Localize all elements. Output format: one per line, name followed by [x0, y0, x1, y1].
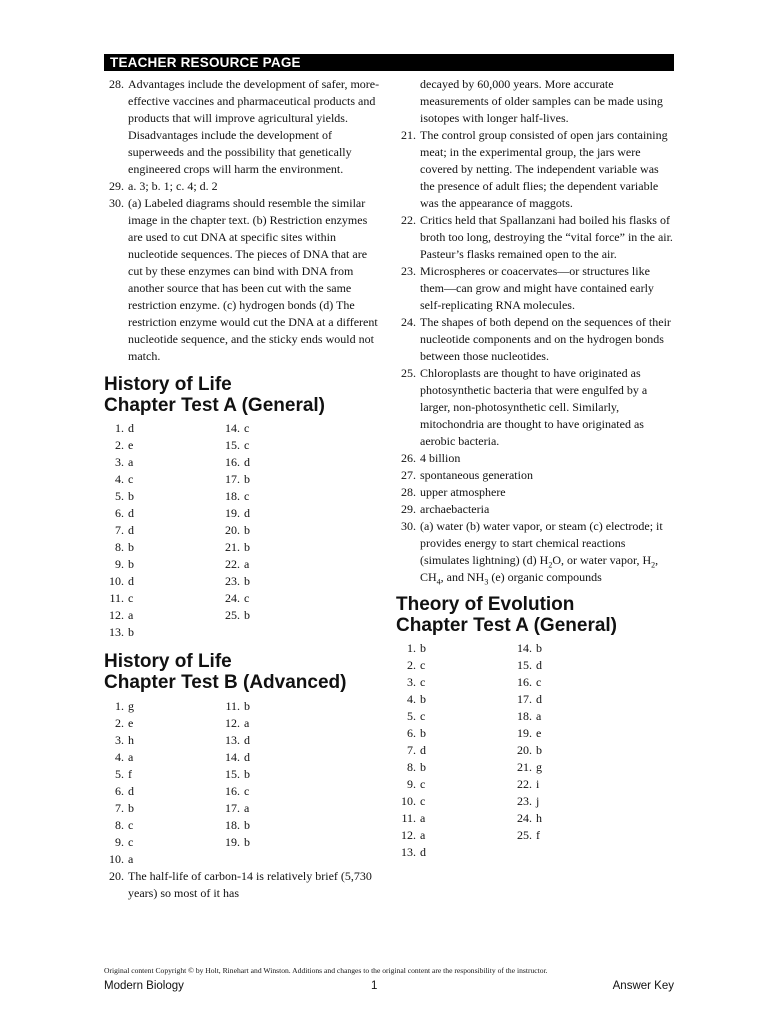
answer-letter: a — [244, 557, 250, 571]
section-title-history-test-a — [104, 374, 384, 416]
question-number: 6. — [115, 784, 124, 798]
answer-item — [396, 450, 676, 467]
answer-row — [220, 817, 340, 834]
question-number: 9. — [115, 557, 124, 571]
question-number: 14. — [225, 421, 240, 435]
answer-row — [220, 783, 340, 800]
answer-letter: i — [536, 777, 540, 791]
answer-letter: b — [128, 625, 134, 639]
answer-letter: a — [128, 852, 134, 866]
answer-row — [220, 698, 340, 715]
question-number: 7. — [115, 801, 124, 815]
question-number: 15. — [225, 438, 240, 452]
question-number: 9. — [115, 835, 124, 849]
answer-letter: a — [244, 801, 250, 815]
answer-letter: a — [420, 828, 426, 842]
answer-letter: c — [128, 835, 134, 849]
item-number: 23. — [401, 264, 416, 278]
question-number: 24. — [225, 591, 240, 605]
answer-row — [104, 732, 220, 749]
answer-letter: d — [420, 845, 426, 859]
answer-letter: c — [244, 438, 250, 452]
answer-letter: b — [536, 743, 542, 757]
left-column — [104, 76, 384, 902]
question-number: 8. — [115, 818, 124, 832]
answer-letter: b — [244, 699, 250, 713]
text-part: O, or water vapor, H — [552, 553, 652, 567]
item-number: 21. — [401, 128, 416, 142]
answer-grid-evolution — [396, 640, 676, 861]
title-line-1: Theory of Evolution — [396, 594, 575, 615]
question-number: 24. — [517, 811, 532, 825]
right-items-list — [396, 76, 676, 518]
answer-item — [104, 178, 384, 195]
question-number: 10. — [109, 574, 124, 588]
question-number: 13. — [401, 845, 416, 859]
subscript: 2 — [651, 560, 656, 570]
answer-item — [396, 263, 676, 314]
answer-row — [104, 437, 220, 454]
answer-letter: d — [128, 506, 134, 520]
question-number: 20. — [517, 743, 532, 757]
question-number: 18. — [517, 709, 532, 723]
question-number: 2. — [407, 658, 416, 672]
question-number: 1. — [407, 641, 416, 655]
answer-column-1 — [104, 420, 220, 641]
answer-item — [396, 212, 676, 263]
answer-row — [220, 715, 340, 732]
answer-letter: f — [128, 767, 132, 781]
item-text: a. 3; b. 1; c. 4; d. 2 — [128, 179, 218, 193]
answer-row — [396, 657, 512, 674]
answer-item — [396, 127, 676, 212]
answer-letter: c — [420, 794, 426, 808]
answer-row — [104, 522, 220, 539]
answer-row — [104, 800, 220, 817]
answer-letter: d — [244, 750, 250, 764]
item-text: The shapes of both depend on the sequences of their nucleotide components and on the hydrogen bonds between those nucleotides. — [420, 315, 671, 363]
answer-row — [104, 766, 220, 783]
title-line-1: History of Life — [104, 651, 232, 672]
answer-row — [396, 691, 512, 708]
answer-letter: b — [420, 641, 426, 655]
answer-letter: d — [244, 506, 250, 520]
question-number: 11. — [225, 699, 240, 713]
answer-letter: c — [420, 658, 426, 672]
question-number: 10. — [401, 794, 416, 808]
item-text: Chloroplasts are thought to have originated as photosynthetic bacteria that were engulfed by a larger, non-photosynthetic cell. Similarly, mitochondria are thought to have originated as aerobic bacteria. — [420, 366, 648, 448]
subscript: 3 — [484, 577, 489, 587]
answer-letter: b — [244, 574, 250, 588]
answer-letter: a — [244, 716, 250, 730]
answer-letter: g — [536, 760, 542, 774]
answer-row — [220, 556, 340, 573]
answer-row — [220, 454, 340, 471]
question-number: 8. — [115, 540, 124, 554]
item-number: 24. — [401, 315, 416, 329]
question-number: 19. — [225, 506, 240, 520]
answer-row — [104, 851, 220, 868]
answer-letter: b — [128, 489, 134, 503]
question-number: 22. — [517, 777, 532, 791]
answer-letter: h — [536, 811, 542, 825]
answer-grid-test-a — [104, 420, 384, 641]
footer-section-name: Answer Key — [612, 980, 674, 992]
page-footer — [104, 980, 674, 994]
question-number: 4. — [407, 692, 416, 706]
answer-item — [396, 467, 676, 484]
answer-letter: b — [244, 835, 250, 849]
answer-letter: b — [244, 540, 250, 554]
answer-item — [396, 501, 676, 518]
item-text: spontaneous generation — [420, 468, 533, 482]
answer-row — [396, 640, 512, 657]
question-number: 19. — [517, 726, 532, 740]
question-number: 12. — [225, 716, 240, 730]
answer-row — [512, 691, 632, 708]
answer-letter: d — [244, 455, 250, 469]
answer-letter: b — [244, 608, 250, 622]
answer-row — [104, 783, 220, 800]
answer-letter: c — [420, 709, 426, 723]
item-text: Critics held that Spallanzani had boiled his flasks of broth too long, destroying the “vital force” in the air. Pasteur’s flasks remained open to the air. — [420, 213, 673, 261]
answer-letter: c — [128, 472, 134, 486]
answer-row — [512, 776, 632, 793]
item-number: 30. — [401, 519, 416, 533]
answer-grid-test-b — [104, 698, 384, 868]
answer-row — [104, 454, 220, 471]
answer-row — [512, 674, 632, 691]
answer-letter: a — [536, 709, 542, 723]
question-number: 23. — [517, 794, 532, 808]
answer-letter: d — [244, 733, 250, 747]
question-number: 5. — [115, 489, 124, 503]
answer-row — [220, 590, 340, 607]
answer-row — [220, 437, 340, 454]
question-number: 17. — [225, 472, 240, 486]
answer-column-1 — [104, 698, 220, 868]
answer-letter: d — [420, 743, 426, 757]
answer-row — [396, 708, 512, 725]
answer-row — [396, 674, 512, 691]
answer-column-2 — [220, 420, 340, 641]
answer-letter: c — [244, 784, 250, 798]
answer-row — [512, 708, 632, 725]
answer-row — [104, 488, 220, 505]
answer-row — [512, 827, 632, 844]
answer-row — [396, 844, 512, 861]
answer-letter: b — [128, 540, 134, 554]
text-part: (a) water (b) water vapor, or steam (c) electrode; it provides energy to start chemical reactions (simulates lightning) (d) H — [420, 519, 663, 567]
section-title-history-test-b — [104, 651, 384, 693]
answer-row — [512, 810, 632, 827]
question-number: 17. — [225, 801, 240, 815]
answer-row — [104, 607, 220, 624]
answer-letter: c — [420, 675, 426, 689]
item-text: Microspheres or coacervates—or structures like them—can grow and might have contained early self-replicating RNA molecules. — [420, 264, 654, 312]
question-number: 10. — [109, 852, 124, 866]
answer-row — [396, 810, 512, 827]
question-number: 1. — [115, 421, 124, 435]
question-number: 8. — [407, 760, 416, 774]
answer-letter: e — [128, 716, 134, 730]
answer-letter: j — [536, 794, 540, 808]
question-number: 12. — [109, 608, 124, 622]
question-number: 21. — [225, 540, 240, 554]
answer-row — [396, 827, 512, 844]
answer-row — [220, 539, 340, 556]
question-number: 2. — [115, 438, 124, 452]
answer-letter: a — [128, 455, 134, 469]
question-number: 9. — [407, 777, 416, 791]
answer-row — [396, 742, 512, 759]
answer-letter: b — [244, 767, 250, 781]
question-number: 17. — [517, 692, 532, 706]
answer-letter: c — [128, 818, 134, 832]
item-number: 26. — [401, 451, 416, 465]
page-banner: TEACHER RESOURCE PAGE — [104, 54, 674, 71]
answer-letter: c — [244, 591, 250, 605]
answer-item — [396, 484, 676, 501]
answer-letter: d — [128, 784, 134, 798]
question-number: 5. — [407, 709, 416, 723]
answer-row — [220, 749, 340, 766]
answer-letter: d — [536, 658, 542, 672]
question-number: 25. — [225, 608, 240, 622]
answer-letter: f — [536, 828, 540, 842]
question-number: 2. — [115, 716, 124, 730]
item-number: 22. — [401, 213, 416, 227]
answer-item — [396, 365, 676, 450]
question-number: 6. — [115, 506, 124, 520]
answer-row — [104, 624, 220, 641]
question-number: 16. — [225, 784, 240, 798]
answer-row — [396, 759, 512, 776]
question-number: 5. — [115, 767, 124, 781]
question-number: 16. — [517, 675, 532, 689]
answer-row — [220, 573, 340, 590]
item-number: 29. — [401, 502, 416, 516]
answer-row — [220, 420, 340, 437]
answer-row — [512, 759, 632, 776]
item-text: archaebacteria — [420, 502, 490, 516]
answer-column-2 — [220, 698, 340, 868]
copyright-notice: Original content Copyright © by Holt, Rinehart and Winston. Additions and changes to the original content are the responsibility of the instructor. — [104, 966, 548, 975]
footer-page-number: 1 — [371, 980, 378, 992]
answer-letter: d — [128, 574, 134, 588]
answer-letter: c — [536, 675, 542, 689]
item-text: (a) Labeled diagrams should resemble the similar image in the chapter text. (b) Restriction enzymes are used to cut DNA at specific sites within nucleotide sequences. The pieces of DNA that are cut by these enzymes can bind with DNA from another source that has been cut with the same restriction enzyme. (c) hydrogen bonds (d) The restriction enzyme would cut the DNA at a different nucleotide sequence, and the sticky ends would not match. — [128, 196, 378, 363]
answer-row — [104, 715, 220, 732]
answer-letter: g — [128, 699, 134, 713]
question-number: 11. — [401, 811, 416, 825]
answer-letter: c — [128, 591, 134, 605]
answer-letter: e — [536, 726, 542, 740]
answer-letter: b — [420, 760, 426, 774]
answer-item — [104, 76, 384, 178]
question-number: 18. — [225, 489, 240, 503]
answer-row — [512, 657, 632, 674]
question-number: 11. — [109, 591, 124, 605]
answer-row — [220, 800, 340, 817]
question-number: 1. — [115, 699, 124, 713]
right-column — [396, 76, 676, 861]
answer-row — [104, 505, 220, 522]
answer-row — [220, 522, 340, 539]
answer-row — [512, 742, 632, 759]
answer-row — [220, 488, 340, 505]
question-number: 15. — [225, 767, 240, 781]
question-number: 3. — [407, 675, 416, 689]
answer-row — [512, 640, 632, 657]
text-part: , CH — [420, 553, 659, 584]
answer-row — [104, 749, 220, 766]
question-number: 14. — [517, 641, 532, 655]
answer-item — [396, 76, 676, 127]
text-part: , and NH — [440, 570, 485, 584]
item-number — [396, 76, 420, 127]
item-text: 4 billion — [420, 451, 461, 465]
question-number: 13. — [225, 733, 240, 747]
question-number: 23. — [225, 574, 240, 588]
answer-row — [396, 793, 512, 810]
answer-row — [104, 573, 220, 590]
answer-row — [220, 766, 340, 783]
answer-letter: b — [128, 557, 134, 571]
item-text: decayed by 60,000 years. More accurate measurements of older samples can be made using isotopes with longer half-lives. — [420, 77, 663, 125]
answer-letter: b — [420, 726, 426, 740]
answer-letter: b — [244, 472, 250, 486]
answer-row — [104, 539, 220, 556]
answer-row — [220, 471, 340, 488]
question-number: 7. — [407, 743, 416, 757]
item-text: upper atmosphere — [420, 485, 506, 499]
item-number: 27. — [401, 468, 416, 482]
item-number: 28. — [109, 77, 124, 91]
question-number: 4. — [115, 750, 124, 764]
answer-letter: a — [128, 608, 134, 622]
answer-row — [512, 793, 632, 810]
answer-row — [104, 420, 220, 437]
question-number: 3. — [115, 733, 124, 747]
answer-row — [104, 471, 220, 488]
subscript: 4 — [436, 577, 441, 587]
question-number: 20. — [225, 523, 240, 537]
text-part: (e) organic compounds — [488, 570, 602, 584]
answer-letter: d — [128, 421, 134, 435]
question-number: 22. — [225, 557, 240, 571]
item-text — [420, 518, 676, 586]
answer-row — [104, 590, 220, 607]
answer-row — [396, 725, 512, 742]
left-items-list — [104, 76, 384, 365]
answer-item-30 — [396, 518, 676, 586]
answer-row — [104, 698, 220, 715]
item-number: 30. — [109, 196, 124, 210]
answer-item — [396, 314, 676, 365]
question-number: 21. — [517, 760, 532, 774]
answer-row — [104, 834, 220, 851]
question-number: 19. — [225, 835, 240, 849]
question-number: 7. — [115, 523, 124, 537]
section-title-evolution-test-a — [396, 594, 676, 636]
item-text: Advantages include the development of safer, more-effective vaccines and pharmaceutical products and products that will improve agricultural yields. Disadvantages include the development of superweeds and the possibility that genetically engineered crops will harm the environment. — [128, 77, 380, 176]
title-line-2: Chapter Test B (Advanced) — [104, 672, 347, 693]
answer-row — [104, 556, 220, 573]
question-number: 4. — [115, 472, 124, 486]
title-line-2: Chapter Test A (General) — [104, 395, 326, 416]
answer-row — [512, 725, 632, 742]
question-number: 3. — [115, 455, 124, 469]
answer-row — [220, 607, 340, 624]
answer-letter: d — [536, 692, 542, 706]
answer-letter: c — [420, 777, 426, 791]
item-text: The half-life of carbon-14 is relatively brief (5,730 years) so most of it has — [128, 869, 372, 900]
answer-letter: c — [244, 421, 250, 435]
answer-letter: b — [128, 801, 134, 815]
item-text: The control group consisted of open jars containing meat; in the experimental group, the jars were covered by netting. The independent variable was the presence of adult flies; the dependent variable was the appearance of maggots. — [420, 128, 668, 210]
item-number: 20. — [109, 869, 124, 883]
answer-letter: b — [244, 523, 250, 537]
title-line-2: Chapter Test A (General) — [396, 615, 618, 636]
question-number: 15. — [517, 658, 532, 672]
answer-column-1 — [396, 640, 512, 861]
question-number: 25. — [517, 828, 532, 842]
answer-row — [220, 732, 340, 749]
question-number: 6. — [407, 726, 416, 740]
answer-letter: a — [128, 750, 134, 764]
question-number: 16. — [225, 455, 240, 469]
answer-letter: c — [244, 489, 250, 503]
question-number: 18. — [225, 818, 240, 832]
footer-book-title: Modern Biology — [104, 980, 184, 992]
question-number: 13. — [109, 625, 124, 639]
answer-letter: e — [128, 438, 134, 452]
answer-letter: b — [244, 818, 250, 832]
answer-column-2 — [512, 640, 632, 861]
title-line-1: History of Life — [104, 374, 232, 395]
answer-letter: d — [128, 523, 134, 537]
question-number: 14. — [225, 750, 240, 764]
answer-item — [104, 195, 384, 365]
answer-row — [220, 505, 340, 522]
item-number: 25. — [401, 366, 416, 380]
answer-item — [104, 868, 384, 902]
answer-letter: b — [420, 692, 426, 706]
answer-letter: b — [536, 641, 542, 655]
item-number: 29. — [109, 179, 124, 193]
answer-row — [104, 817, 220, 834]
answer-row — [396, 776, 512, 793]
answer-row — [220, 834, 340, 851]
answer-letter: a — [420, 811, 426, 825]
subscript: 2 — [548, 560, 553, 570]
item-number: 28. — [401, 485, 416, 499]
answer-letter: h — [128, 733, 134, 747]
question-number: 12. — [401, 828, 416, 842]
